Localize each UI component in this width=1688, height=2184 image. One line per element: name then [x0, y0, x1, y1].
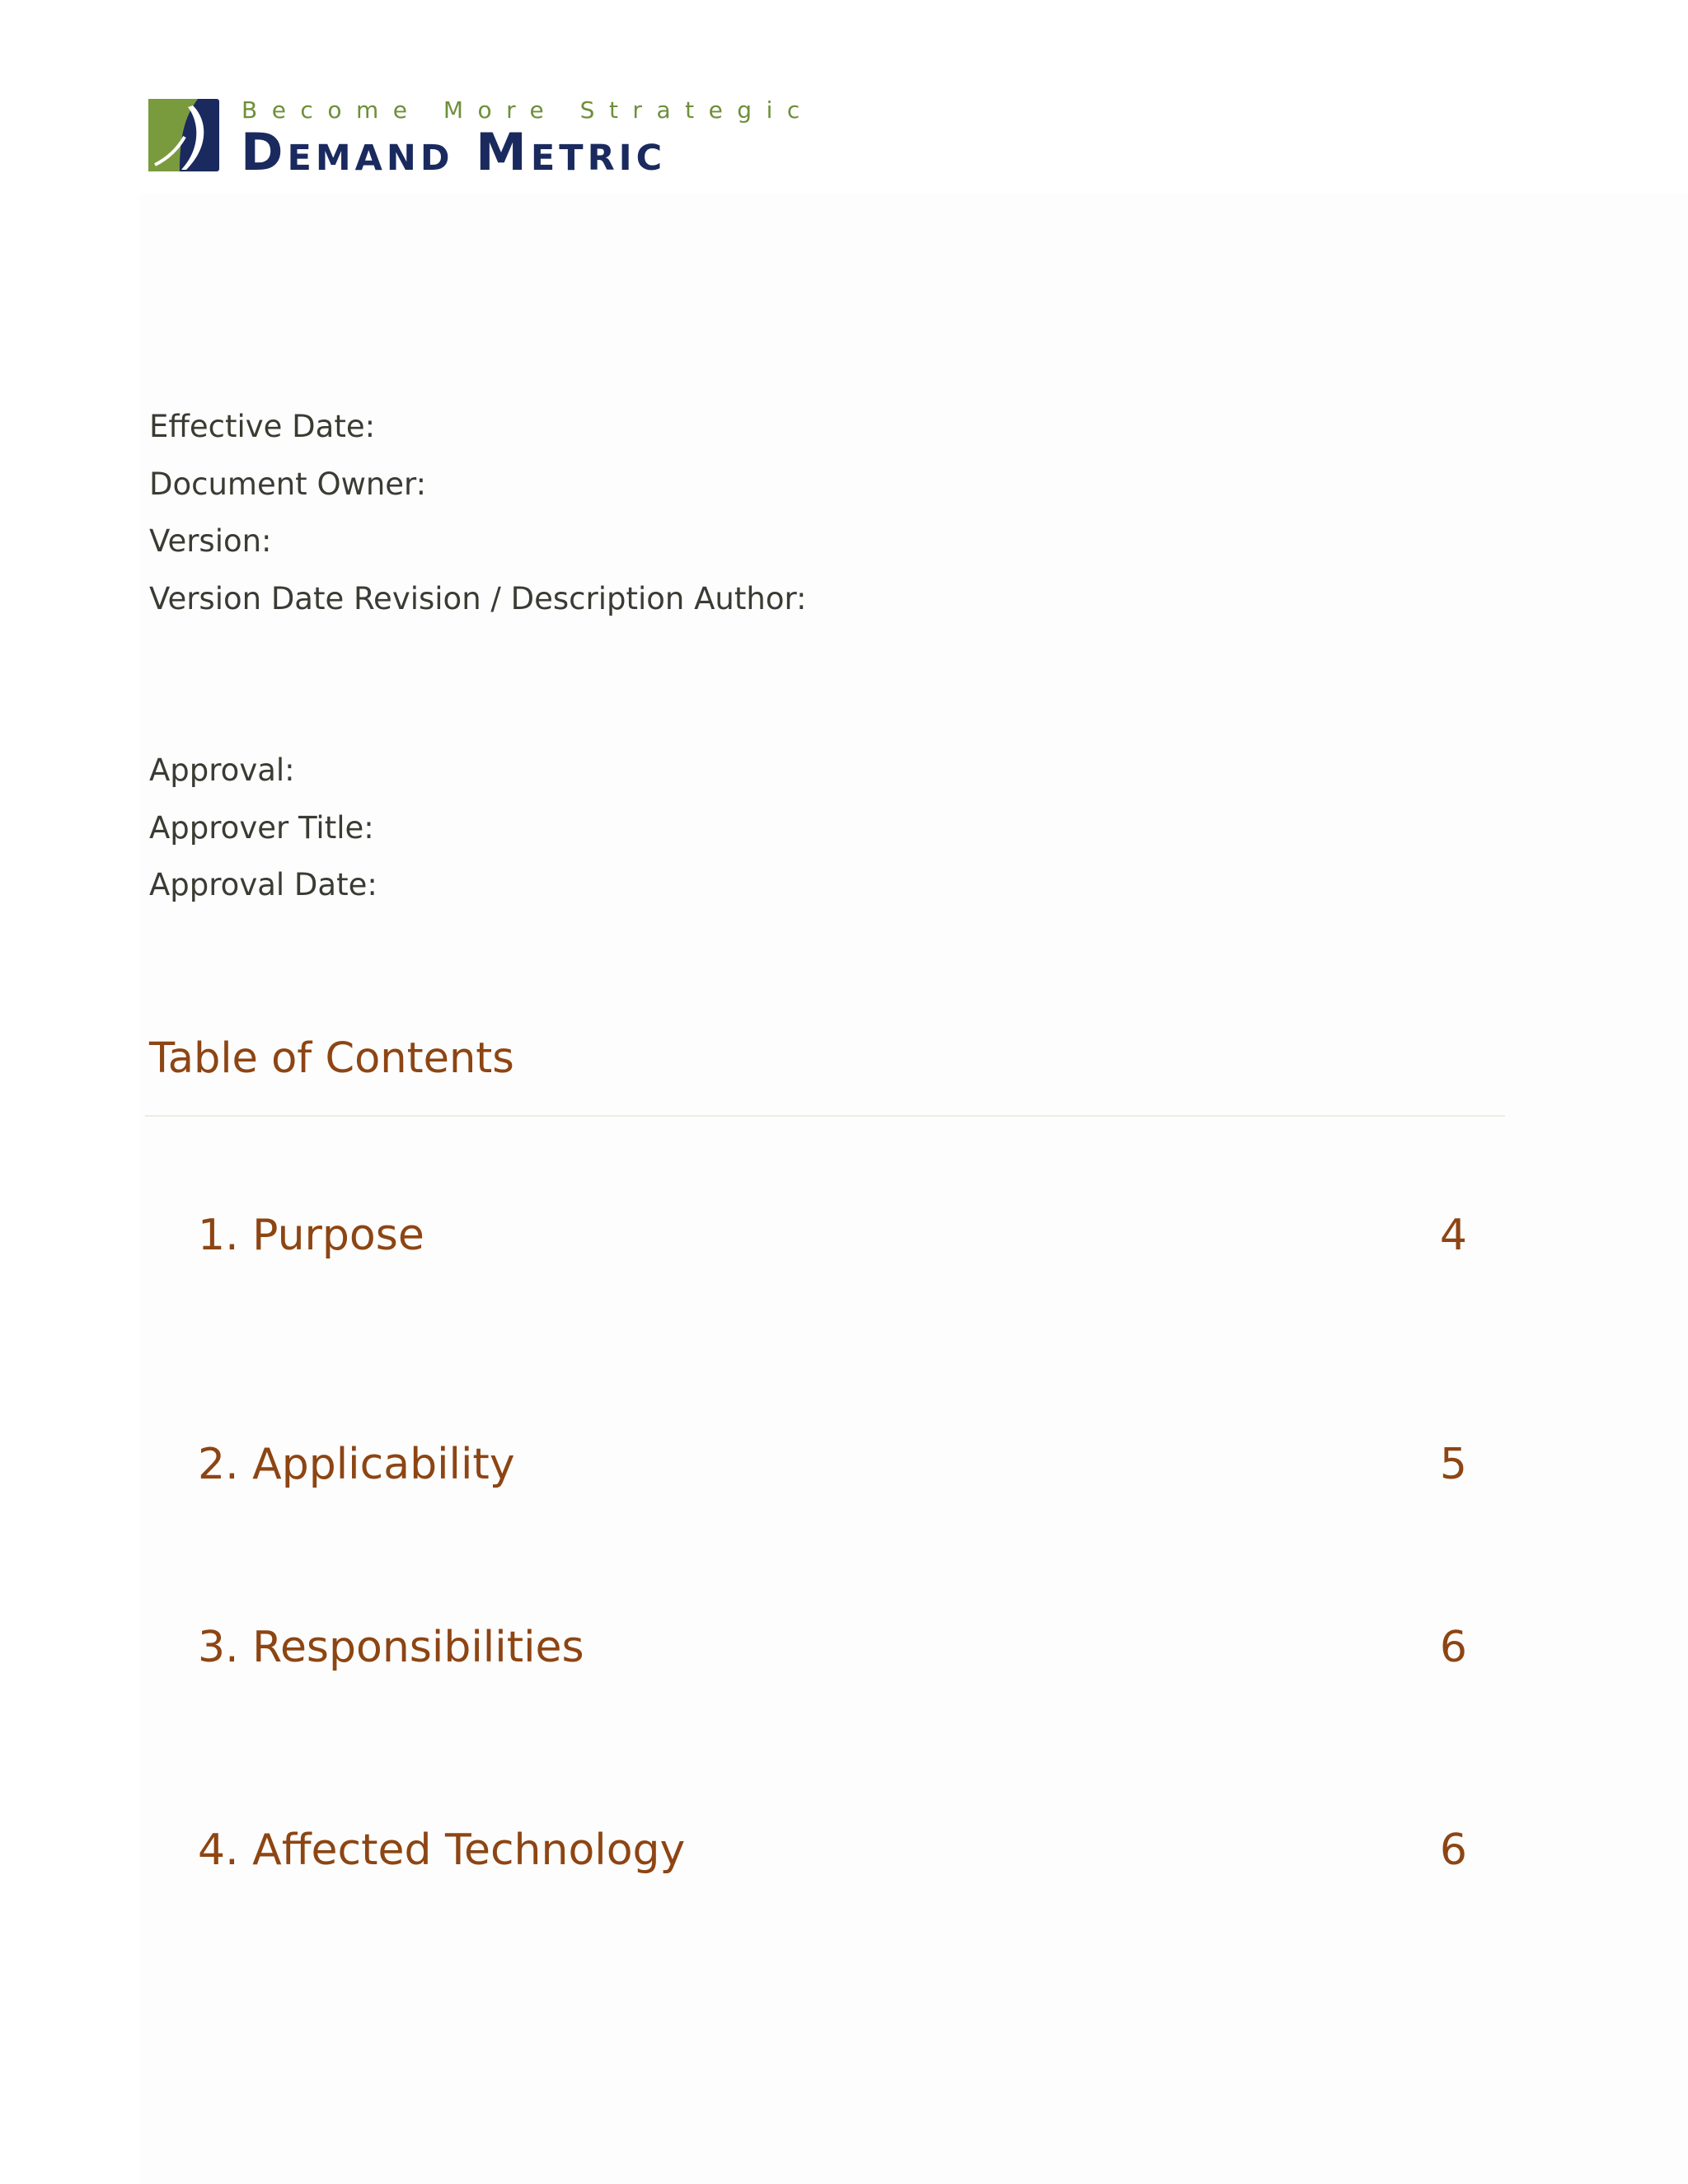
demand-metric-logo [148, 96, 814, 182]
toc-entry-label[interactable]: 1. Purpose [198, 1211, 424, 1260]
toc-heading: Table of Contents [149, 1034, 514, 1083]
logo-wordmark: Demand Metric [241, 122, 667, 182]
toc-entry-purpose[interactable] [198, 1207, 1467, 1264]
approval-fields [149, 742, 377, 914]
logo-tagline: Become More Strategic [241, 96, 814, 124]
version-label: Version: [149, 523, 272, 559]
toc-entry-page[interactable]: 5 [1439, 1440, 1467, 1489]
toc-entry-page[interactable]: 4 [1439, 1211, 1467, 1260]
toc-entry-applicability[interactable] [198, 1436, 1467, 1493]
toc-entry-label[interactable]: 4. Affected Technology [198, 1825, 686, 1875]
approval-label: Approval: [149, 752, 295, 788]
document-info-fields [149, 398, 807, 627]
toc-divider [145, 1115, 1505, 1117]
toc-entry-page[interactable]: 6 [1439, 1825, 1467, 1875]
toc-entry-page[interactable]: 6 [1439, 1623, 1467, 1672]
toc-entry-label[interactable]: 3. Responsibilities [198, 1623, 584, 1672]
document-owner-label: Document Owner: [149, 466, 427, 502]
toc-entry-responsibilities[interactable] [198, 1619, 1467, 1676]
logo-mark-icon [148, 99, 219, 171]
approver-title-label: Approver Title: [149, 809, 374, 846]
effective-date-label: Effective Date: [149, 409, 376, 444]
version-history-label: Version Date Revision / Description Author: [149, 580, 807, 616]
toc-entry-label[interactable]: 2. Applicability [198, 1440, 515, 1489]
toc-entry-affected-technology[interactable] [198, 1821, 1467, 1879]
approval-date-label: Approval Date: [149, 867, 377, 902]
